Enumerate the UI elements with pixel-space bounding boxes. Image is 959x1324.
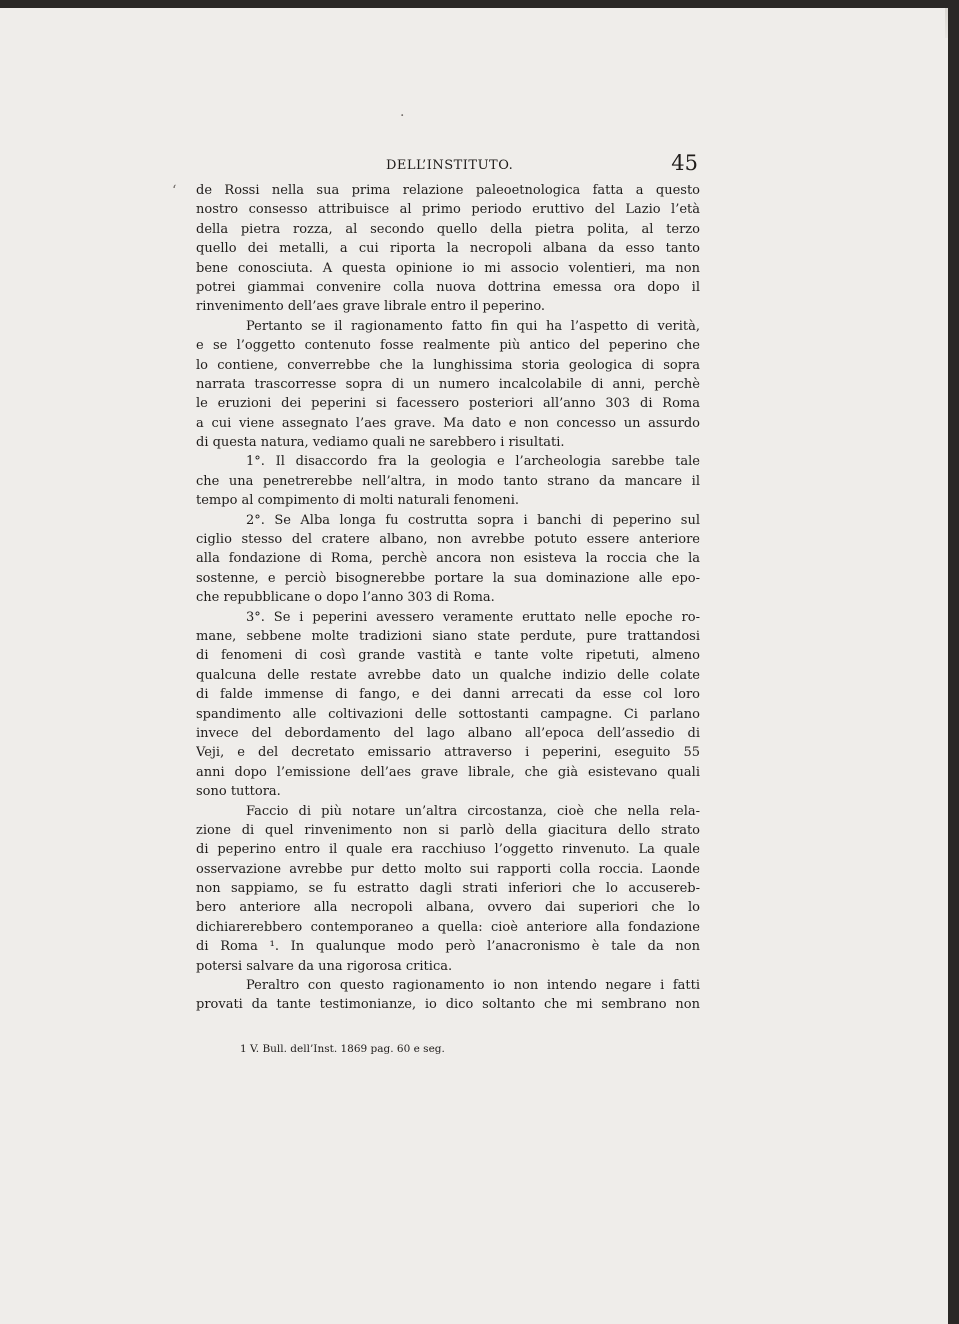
text-line: Peraltro con questo ragionamento io non intendo negare i fatti [246,978,700,994]
text-line: lo contiene, converrebbe che la lunghissima storia geologica di sopra [196,357,700,373]
text-line: 2°. Se Alba longa fu costrutta sopra i banchi di peperino sul [246,512,700,528]
text-line: tempo al compimento di molti naturali fenomeni. [196,493,520,509]
text-line: 3°. Se i peperini avessero veramente eruttato nelle epoche ro- [246,609,700,625]
text-line: bene conosciuta. A questa opinione io mi associo volentieri, ma non [196,260,700,276]
text-line: di Roma ¹. In qualunque modo però l’anacronismo è tale da non [196,939,700,955]
text-line: alla fondazione di Roma, perchè ancora non esisteva la roccia che la [196,551,700,567]
running-title: DELL’INSTITUTO. [386,158,514,173]
text-line: Pertanto se il ragionamento fatto fin qui ha l’aspetto di verità, [246,318,700,334]
footnote: 1 V. Bull. dell’Inst. 1869 pag. 60 e seg. [240,1043,445,1055]
text-line: che una penetrerebbe nell’altra, in modo tanto strano da mancare il [196,473,700,489]
text-line: di questa natura, vediamo quali ne sarebbero i risultati. [196,435,565,451]
margin-mark: ‘ [172,183,177,199]
text-line: provati da tante testimonianze, io dico soltanto che mi sembrano non [196,997,700,1013]
text-line: invece del debordamento del lago albano all’epoca dell’assedio di [196,725,700,741]
page-edge-shadow [948,0,959,1324]
text-line: zione di quel rinvenimento non si parlò della giacitura dello strato [196,822,700,838]
text-line: a cui viene assegnato l’aes grave. Ma dato e non concesso un assurdo [196,415,700,431]
text-line: non sappiamo, se fu estratto dagli strati inferiori che lo accusereb- [196,881,700,897]
text-line: spandimento alle coltivazioni delle sottostanti campagne. Ci parlano [196,706,700,722]
text-line: dichiarerebbero contemporaneo a quella: cioè anteriore alla fondazione [196,919,700,935]
text-line: narrata trascorresse sopra di un numero incalcolabile di anni, perchè [196,376,700,392]
text-line: di falde immense di fango, e dei danni arrecati da esse col loro [196,687,700,703]
text-line: e se l’oggetto contenuto fosse realmente più antico del peperino che [196,338,700,354]
text-line: nostro consesso attribuisce al primo periodo eruttivo del Lazio l’età [196,202,700,218]
text-line: 1°. Il disaccordo fra la geologia e l’archeologia sarebbe tale [246,454,700,470]
page-speck: · [400,108,405,124]
text-line: Faccio di più notare un’altra circostanza, cioè che nella rela- [246,803,700,819]
text-line: sostenne, e perciò bisognerebbe portare la sua dominazione alle epo- [196,570,700,586]
text-line: mane, sebbene molte tradizioni siano state perdute, pure trattandosi [196,628,700,644]
text-line: rinvenimento dell’aes grave librale entro il peperino. [196,299,546,315]
text-line: le eruzioni dei peperini si facessero posteriori all’anno 303 di Roma [196,396,700,412]
text-line: bero anteriore alla necropoli albana, ovvero dai superiori che lo [196,900,700,916]
text-line: quello dei metalli, a cui riporta la necropoli albana da esso tanto [196,241,700,257]
text-line: che repubblicane o dopo l’anno 303 di Roma. [196,590,495,606]
text-line: potrei giammai convenire colla nuova dottrina emessa ora dopo il [196,279,700,295]
text-line: di peperino entro il quale era racchiuso l’oggetto rinvenuto. La quale [196,842,700,858]
text-line: qualcuna delle restate avrebbe dato un qualche indizio delle colate [196,667,700,683]
text-line: anni dopo l’emissione dell’aes grave librale, che già esistevano quali [196,764,700,780]
body-text [196,181,700,1015]
text-line: ciglio stesso del cratere albano, non avrebbe potuto essere anteriore [196,532,700,548]
text-line: Veji, e del decretato emissario attraverso i peperini, eseguito 55 [196,745,700,761]
text-line: di fenomeni di così grande vastità e tante volte ripetuti, almeno [196,648,700,664]
text-line: de Rossi nella sua prima relazione paleoetnologica fatta a questo [196,183,700,198]
page-number: 45 [671,151,698,175]
text-line: osservazione avrebbe pur detto molto sui rapporti colla roccia. Laonde [196,861,700,877]
text-line: della pietra rozza, al secondo quello della pietra polita, al terzo [196,221,700,237]
page-header [196,151,700,177]
text-line: sono tuttora. [196,784,281,800]
text-line: potersi salvare da una rigorosa critica. [196,958,453,974]
